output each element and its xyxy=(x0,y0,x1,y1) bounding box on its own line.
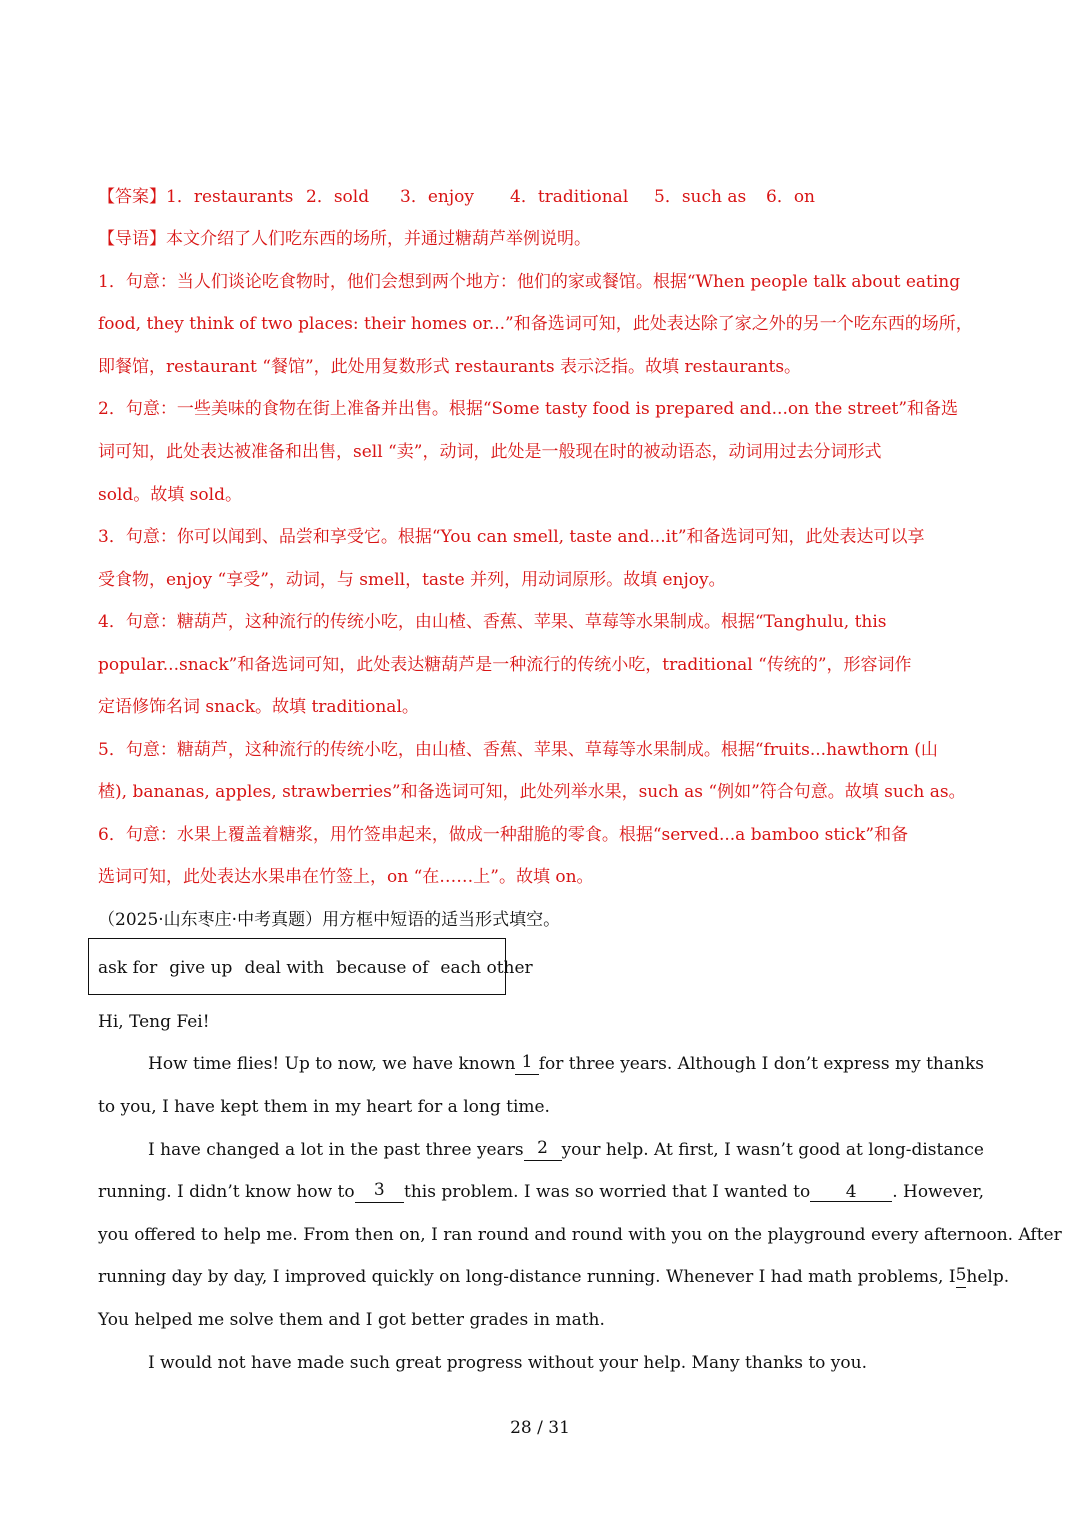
explanation-line: 即餐馆，restaurant “餐馆”，此处用复数形式 restaurants 表示泛指。故填 restaurants。 xyxy=(98,357,802,377)
letter-line xyxy=(98,1181,984,1203)
explanation-line: 2．句意：一些美味的食物在街上准备并出售。根据“Some tasty food is prepared and...on the street”和备选 xyxy=(98,399,959,419)
letter-text: help. xyxy=(966,1267,1010,1287)
answer-item-2: 2．sold xyxy=(306,187,370,207)
explanation-line: 5．句意：糖葫芦，这种流行的传统小吃，由山楂、香蕉、苹果、草莓等水果制成。根据“fruits...hawthorn (山 xyxy=(98,740,938,760)
explanation-line: 楂), bananas, apples, strawberries”和备选词可知，此处列举水果，such as “例如”符合句意。故填 such as。 xyxy=(98,782,966,802)
phrase-each-other: each other xyxy=(440,958,533,978)
letter-greeting: Hi, Teng Fei! xyxy=(98,1012,210,1032)
answer-item-1: 1．restaurants xyxy=(166,187,294,207)
letter-text: for three years. Although I don’t express my thanks xyxy=(538,1054,984,1074)
letter-text: your help. At first, I wasn’t good at long-distance xyxy=(561,1140,984,1160)
letter-text: running day by day, I improved quickly on long-distance running. Whenever I had math problems, I xyxy=(98,1267,956,1287)
phrase-give-up: give up xyxy=(169,958,233,978)
blank-5: 5 xyxy=(956,1266,967,1288)
explanation-line: 4．句意：糖葫芦，这种流行的传统小吃，由山楂、香蕉、苹果、草莓等水果制成。根据“Tanghulu, this xyxy=(98,612,887,632)
answer-item-6: 6．on xyxy=(766,187,815,207)
explanation-line: 受食物，enjoy “享受”，动词，与 smell，taste 并列，用动词原形。故填 enjoy。 xyxy=(98,570,726,590)
letter-line xyxy=(148,1139,984,1161)
letter-text: I have changed a lot in the past three years xyxy=(148,1140,524,1160)
explanation-line: food, they think of two places: their homes or...”和备选词可知，此处表达除了家之外的另一个吃东西的场所， xyxy=(98,314,973,334)
blank-4: 4 xyxy=(810,1183,892,1202)
page-number: 28 / 31 xyxy=(510,1418,570,1438)
letter-line: I would not have made such great progress without your help. Many thanks to you. xyxy=(148,1353,867,1373)
blank-2: 2 xyxy=(524,1139,562,1161)
letter-line: You helped me solve them and I got better grades in math. xyxy=(98,1310,605,1330)
explanation-line: 词可知，此处表达被准备和出售，sell “卖”，动词，此处是一般现在时的被动语态，动词用过去分词形式 xyxy=(98,442,882,462)
letter-text: How time flies! Up to now, we have known xyxy=(148,1054,516,1074)
phrase-deal-with: deal with xyxy=(244,958,325,978)
letter-text: this problem. I was so worried that I wanted to xyxy=(404,1182,811,1202)
phrase-ask-for: ask for xyxy=(98,958,158,978)
answer-item-3: 3．enjoy xyxy=(400,187,474,207)
letter-text-wrap xyxy=(810,1181,984,1203)
answer-label: 【答案】 xyxy=(98,187,166,207)
explanation-line: 选词可知，此处表达水果串在竹签上，on “在……上”。故填 on。 xyxy=(98,867,594,887)
answer-row xyxy=(98,186,984,208)
answer-item-5: 5．such as xyxy=(654,187,747,207)
letter-line xyxy=(148,1053,984,1075)
explanation-line: popular...snack”和备选词可知，此处表达糖葫芦是一种流行的传统小吃，traditional “传统的”，形容词作 xyxy=(98,655,912,675)
explanation-line: 3．句意：你可以闻到、品尝和享受它。根据“You can smell, taste and...it”和备选词可知，此处表达可以享 xyxy=(98,527,925,547)
explanation-line: sold。故填 sold。 xyxy=(98,485,242,505)
explanation-line: 1．句意：当人们谈论吃食物时，他们会想到两个地方：他们的家或餐馆。根据“When people talk about eating xyxy=(98,272,961,292)
letter-text: . However, xyxy=(892,1182,984,1202)
intro-line: 【导语】本文介绍了人们吃东西的场所，并通过糖葫芦举例说明。 xyxy=(98,229,591,249)
phrase-because-of: because of xyxy=(336,958,429,978)
question-header: （2025·山东枣庄·中考真题）用方框中短语的适当形式填空。 xyxy=(98,910,561,930)
explanation-line: 6．句意：水果上覆盖着糖浆，用竹签串起来，做成一种甜脆的零食。根据“served...a bamboo stick”和备 xyxy=(98,825,909,845)
letter-text: running. I didn’t know how to xyxy=(98,1182,355,1202)
blank-3: 3 xyxy=(355,1181,404,1203)
letter-line: you offered to help me. From then on, I ran round and round with you on the playground every afternoon. After xyxy=(98,1225,1062,1245)
answer-item-4: 4．traditional xyxy=(510,187,629,207)
blank-1: 1 xyxy=(515,1053,538,1075)
phrase-box xyxy=(88,938,533,995)
explanation-line: 定语修饰名词 snack。故填 traditional。 xyxy=(98,697,419,717)
letter-line: to you, I have kept them in my heart for a long time. xyxy=(98,1097,550,1117)
letter-line xyxy=(98,1265,1010,1288)
